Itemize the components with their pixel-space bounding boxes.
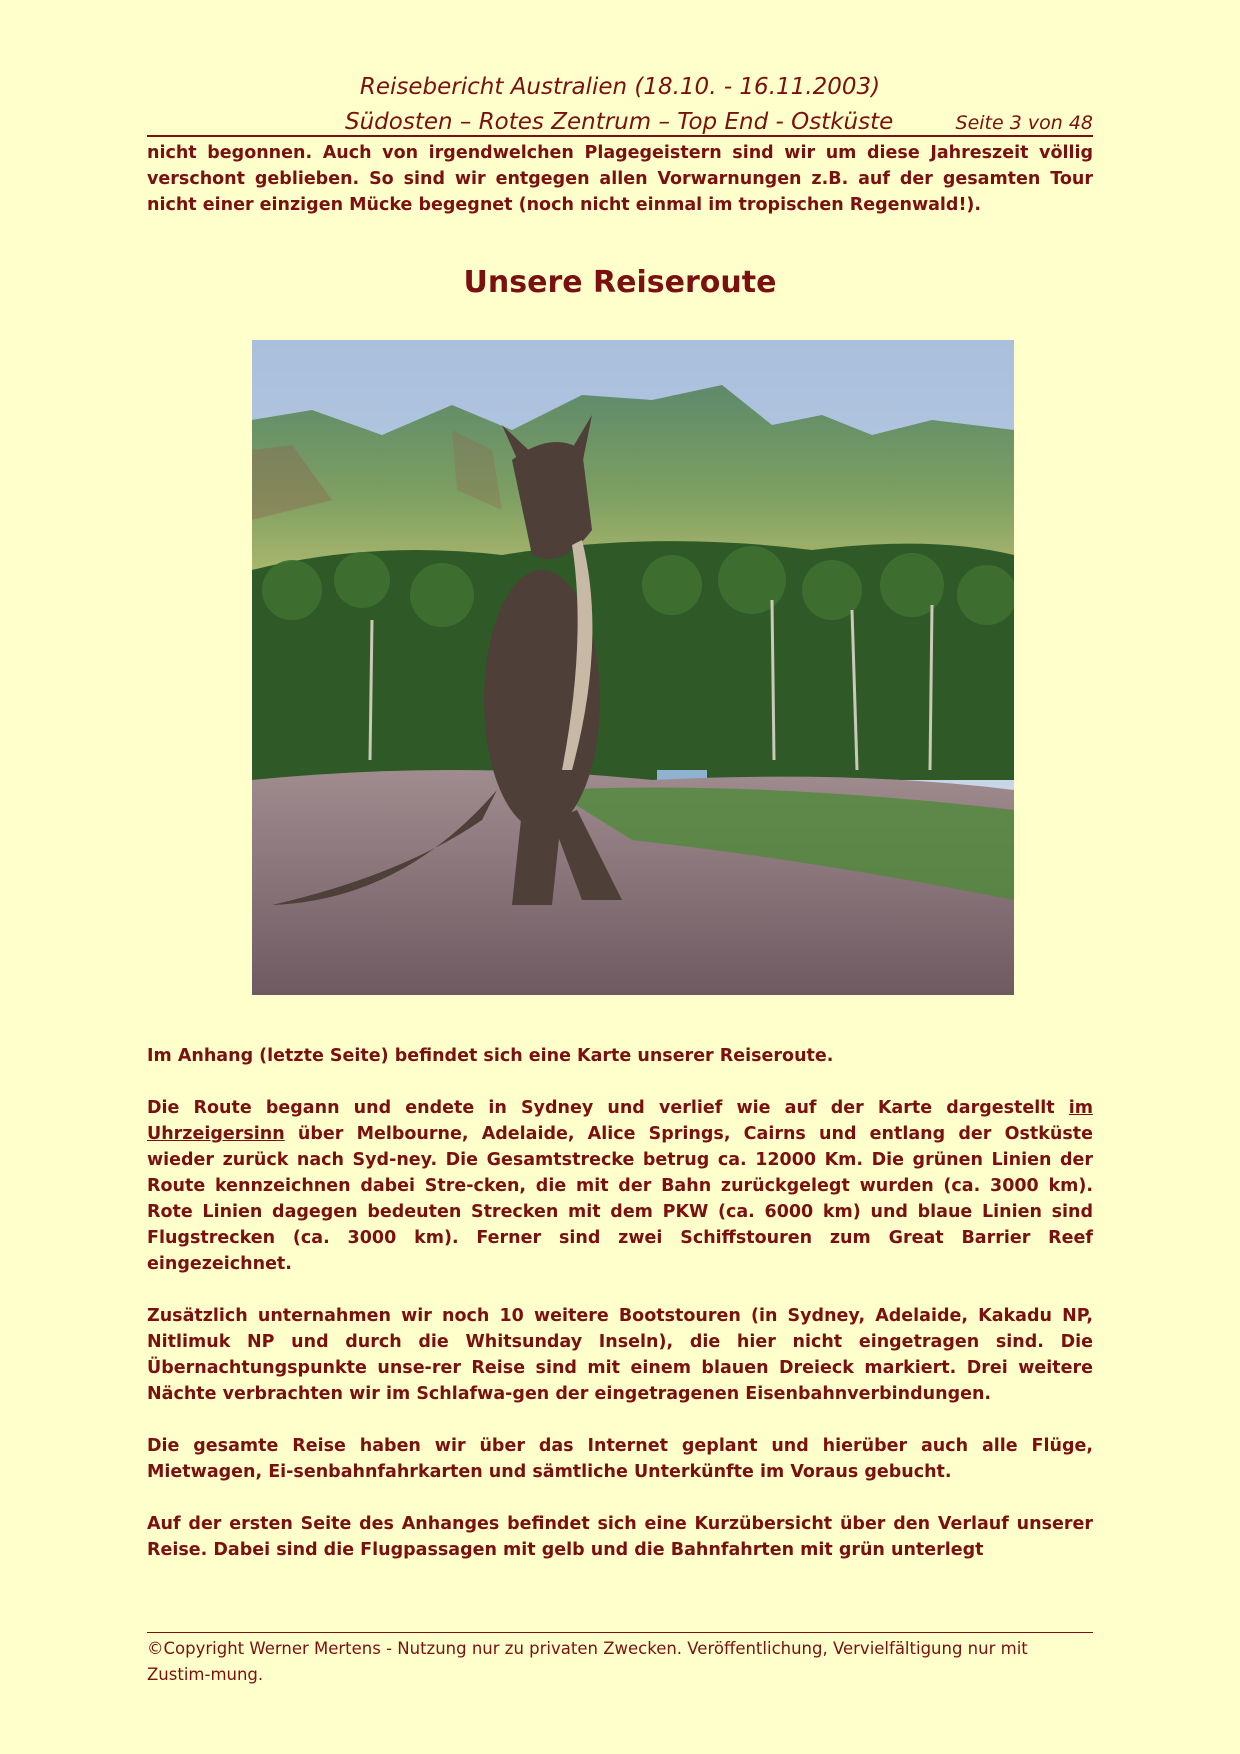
intro-text: nicht begonnen. Auch von irgendwelchen Plagegeistern sind wir um diese Jahreszeit völlig verschont geblieben. So sind wir entgegen allen Vorwarnungen z.B. auf der gesamten Tour nicht einer einzigen Mücke begegnet (noch nicht einmal im tropischen Regenwald!).	[147, 143, 1093, 215]
footer-copyright: ©Copyright Werner Mertens - Nutzung nur zu privaten Zwecken. Veröffentlichung, Vervielfältigung nur mit Zustim-mung.	[147, 1639, 1028, 1684]
paragraph-2	[147, 1095, 1093, 1277]
kangaroo-photo	[252, 340, 1014, 995]
paragraph-2-text-b: über Melbourne, Adelaide, Alice Springs, Cairns und entlang der Ostküste wieder zurück nach Syd-ney. Die Gesamtstrecke betrug ca. 12000 Km. Die grünen Linien der Route kennzeichnen dabei Stre-cken, die mit der Bahn zurückgelegt wurden (ca. 3000 km). Rote Linien dagegen bedeuten Strecken mit dem PKW (ca. 6000 km) und blaue Linien sind Flugstrecken (ca. 3000 km). Ferner sind zwei Schiffstouren zum Great Barrier Reef eingezeichnet.	[147, 1124, 1093, 1274]
clockwise-link[interactable]: im Uhrzeigersinn	[147, 1098, 1093, 1144]
intro-paragraph	[147, 140, 1093, 218]
header-rule	[147, 135, 1093, 137]
paragraph-2-text-a: Die Route begann und endete in Sydney und verlief wie auf der Karte dargestellt	[147, 1098, 1069, 1118]
footer-rule	[147, 1632, 1093, 1633]
body-paragraphs	[147, 1043, 1093, 1563]
header-subtitle: Südosten – Rotes Zentrum – Top End - Ostküste	[345, 109, 894, 135]
section-title: Unsere Reiseroute	[463, 265, 777, 300]
page-indicator: Seite 3 von 48	[955, 112, 1093, 134]
header-title: Reisebericht Australien (18.10. - 16.11.2003)	[359, 74, 881, 100]
paragraph-3: Zusätzlich unternahmen wir noch 10 weitere Bootstouren (in Sydney, Adelaide, Kakadu NP, Nitlimuk NP und durch die Whitsunday Inseln), die hier nicht eingetragen sind. Die Übernachtungspunkte unse-rer Reise sind mit einem blauen Dreieck markiert. Drei weitere Nächte verbrachten wir im Schlafwa-gen der eingetragenen Eisenbahnverbindungen.	[147, 1306, 1093, 1404]
paragraph-1: Im Anhang (letzte Seite) befindet sich eine Karte unserer Reiseroute.	[147, 1046, 834, 1066]
kangaroo-photo-illustration	[252, 340, 1014, 995]
paragraph-5: Auf der ersten Seite des Anhanges befindet sich eine Kurzübersicht über den Verlauf unserer Reise. Dabei sind die Flugpassagen mit gelb und die Bahnfahrten mit grün unterlegt	[147, 1514, 1093, 1560]
paragraph-4: Die gesamte Reise haben wir über das Internet geplant und hierüber auch alle Flüge, Mietwagen, Ei-senbahnfahrkarten und sämtliche Unterkünfte im Voraus gebucht.	[147, 1436, 1093, 1482]
